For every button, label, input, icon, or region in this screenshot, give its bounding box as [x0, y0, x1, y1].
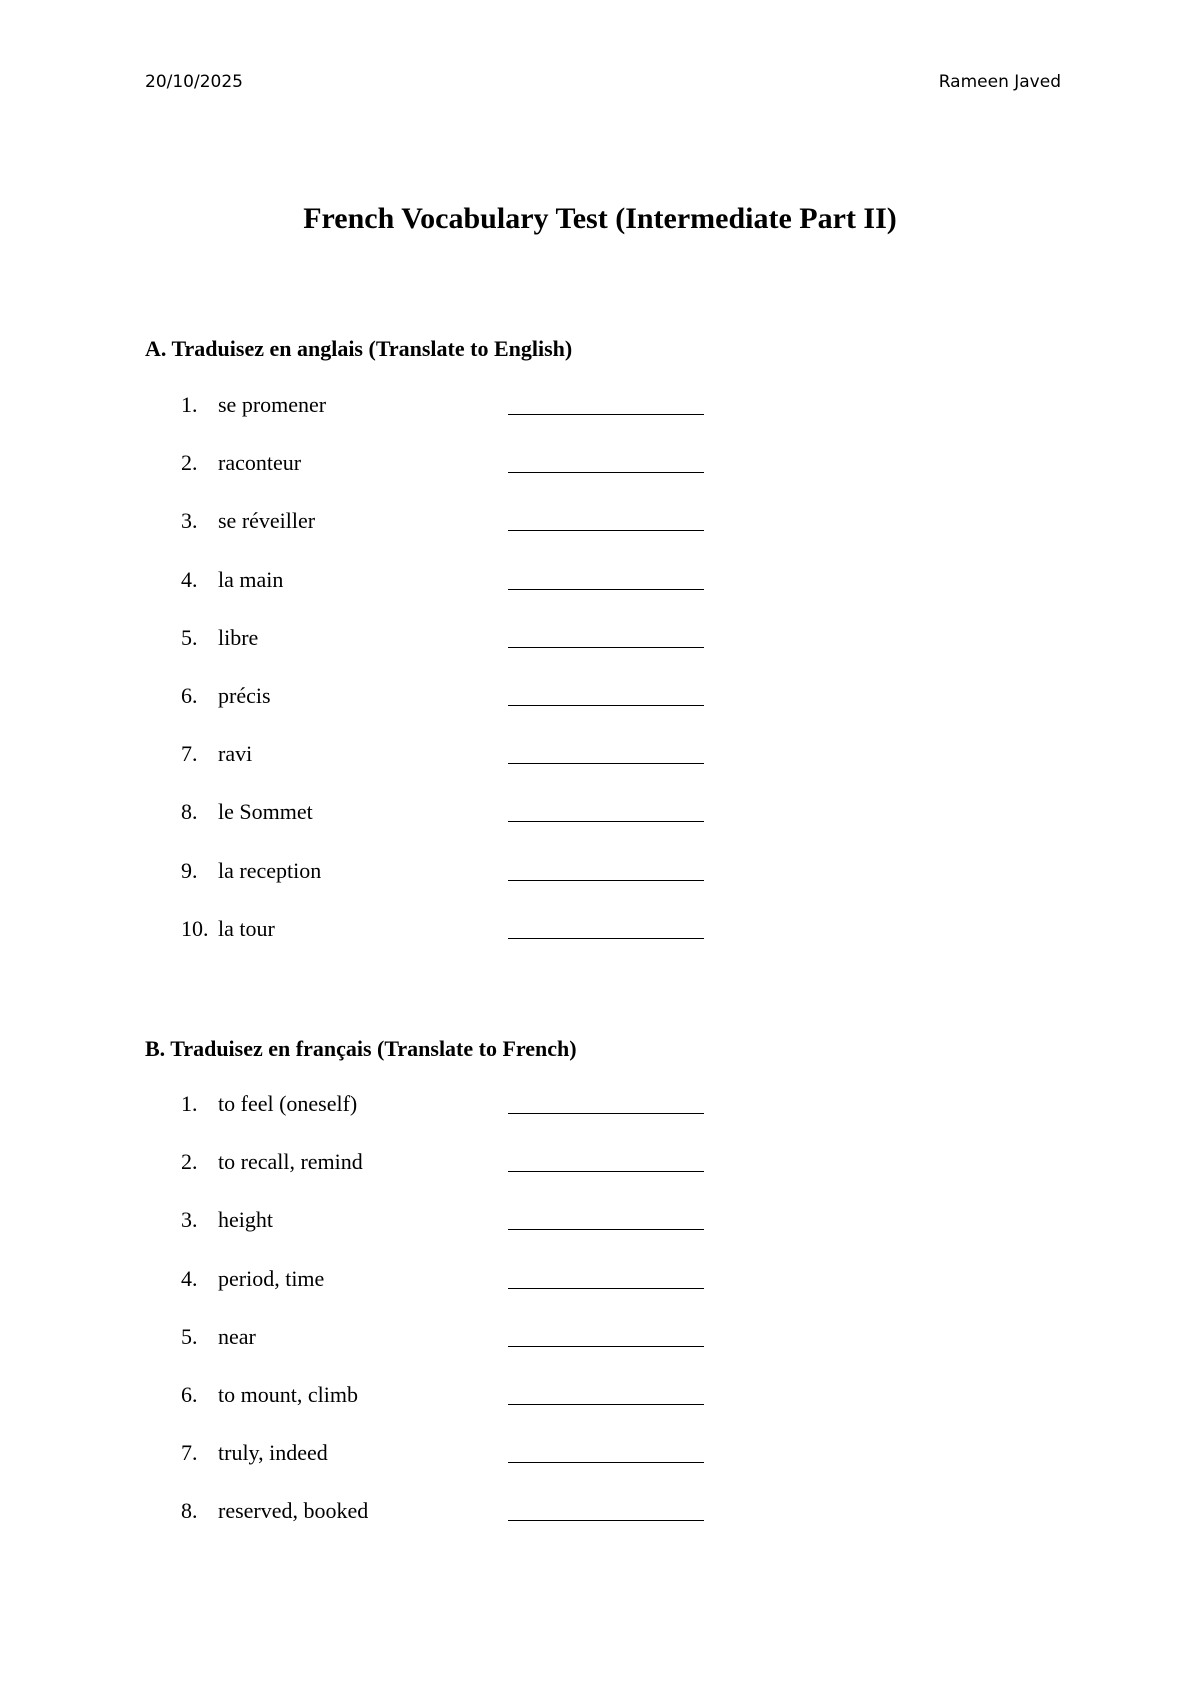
section-b-heading: B. Traduisez en français (Translate to French) [145, 1036, 577, 1061]
answer-blank[interactable] [508, 683, 704, 706]
item-term: to mount, climb [218, 1381, 358, 1407]
answer-blank[interactable] [508, 392, 704, 415]
list-item [0, 392, 1200, 450]
item-number: 6. [181, 1381, 198, 1407]
item-term: period, time [218, 1265, 325, 1291]
list-item [0, 1207, 1200, 1265]
item-term: raconteur [218, 450, 302, 476]
item-term: se promener [218, 392, 327, 417]
list-item [0, 1382, 1200, 1440]
header-author: Rameen Javed [938, 72, 1061, 92]
section-a-list [0, 392, 1200, 974]
item-number: 5. [181, 624, 198, 650]
item-term: ravi [218, 741, 253, 767]
item-term: le Sommet [218, 799, 313, 825]
list-item [0, 567, 1200, 625]
item-term: la tour [218, 915, 275, 941]
list-item [0, 1498, 1200, 1556]
answer-blank[interactable] [508, 799, 704, 822]
item-term: la reception [218, 857, 322, 883]
item-number: 9. [181, 857, 198, 883]
list-item [0, 1091, 1200, 1149]
list-item [0, 741, 1200, 799]
list-item [0, 450, 1200, 508]
section-a-heading: A. Traduisez en anglais (Translate to English) [145, 336, 573, 361]
page-title: French Vocabulary Test (Intermediate Part II) [303, 202, 897, 235]
answer-blank[interactable] [508, 450, 704, 473]
answer-blank[interactable] [508, 1440, 704, 1463]
answer-blank[interactable] [508, 1382, 704, 1405]
item-term: la main [218, 566, 284, 592]
list-item [0, 683, 1200, 741]
item-term: se réveiller [218, 508, 316, 534]
item-number: 6. [181, 682, 198, 708]
item-term: near [218, 1323, 256, 1349]
item-number: 8. [181, 799, 198, 825]
item-number: 7. [181, 1440, 198, 1466]
item-term: height [218, 1207, 273, 1233]
item-number: 5. [181, 1323, 198, 1349]
list-item [0, 1324, 1200, 1382]
item-number: 10. [181, 915, 209, 941]
answer-blank[interactable] [508, 1266, 704, 1289]
list-item [0, 858, 1200, 916]
answer-blank[interactable] [508, 858, 704, 881]
item-term: to recall, remind [218, 1149, 363, 1175]
list-item [0, 625, 1200, 683]
item-number: 2. [181, 1149, 198, 1175]
item-term: to feel (oneself) [218, 1091, 358, 1116]
item-number: 1. [181, 1091, 198, 1116]
item-term: libre [218, 624, 259, 650]
answer-blank[interactable] [508, 1498, 704, 1521]
page-header [145, 72, 1061, 102]
answer-blank[interactable] [508, 1149, 704, 1172]
list-item [0, 1266, 1200, 1324]
item-number: 3. [181, 508, 198, 534]
item-term: précis [218, 682, 271, 708]
list-item [0, 508, 1200, 566]
list-item [0, 1440, 1200, 1498]
item-number: 3. [181, 1207, 198, 1233]
item-number: 4. [181, 566, 198, 592]
item-number: 2. [181, 450, 198, 476]
list-item [0, 799, 1200, 857]
item-term: truly, indeed [218, 1440, 328, 1466]
item-number: 4. [181, 1265, 198, 1291]
item-number: 8. [181, 1498, 198, 1524]
list-item [0, 1149, 1200, 1207]
list-item [0, 916, 1200, 974]
answer-blank[interactable] [508, 741, 704, 764]
header-date: 20/10/2025 [145, 72, 243, 92]
answer-blank[interactable] [508, 1324, 704, 1347]
item-number: 7. [181, 741, 198, 767]
answer-blank[interactable] [508, 508, 704, 531]
answer-blank[interactable] [508, 1207, 704, 1230]
answer-blank[interactable] [508, 625, 704, 648]
answer-blank[interactable] [508, 1091, 704, 1114]
item-number: 1. [181, 392, 198, 417]
item-term: reserved, booked [218, 1498, 369, 1524]
section-b-list [0, 1091, 1200, 1557]
answer-blank[interactable] [508, 567, 704, 590]
answer-blank[interactable] [508, 916, 704, 939]
